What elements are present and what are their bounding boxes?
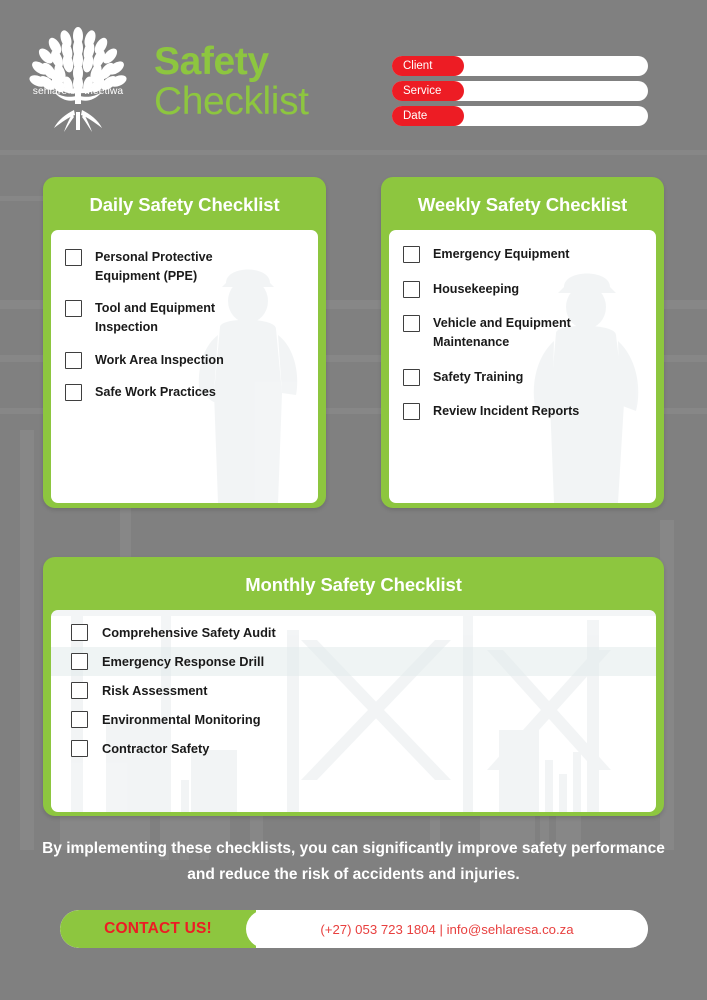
- list-item[interactable]: [51, 676, 656, 705]
- daily-checklist-body: [51, 230, 318, 503]
- meta-row-service: [392, 81, 650, 101]
- monthly-checklist-body: [51, 610, 656, 812]
- list-item[interactable]: [403, 245, 642, 264]
- list-item[interactable]: [51, 705, 656, 734]
- list-item-label: Housekeeping: [433, 281, 520, 296]
- checkbox-icon[interactable]: [65, 384, 82, 401]
- weekly-checklist-card: [381, 177, 664, 508]
- checkbox-icon[interactable]: [65, 249, 82, 266]
- weekly-checklist-title: Weekly Safety Checklist: [417, 194, 628, 215]
- list-item[interactable]: [403, 402, 642, 421]
- list-item-label: Vehicle and Equipment Maintenance: [433, 316, 571, 349]
- page-title: [154, 40, 309, 123]
- checkbox-icon[interactable]: [71, 740, 88, 757]
- daily-checklist-items: [51, 230, 318, 402]
- list-item[interactable]: [51, 647, 656, 676]
- page-header: [0, 0, 707, 160]
- list-item-label: Work Area Inspection: [95, 352, 224, 367]
- list-item-label: Personal Protective Equipment (PPE): [95, 250, 213, 283]
- list-item-label: Emergency Response Drill: [102, 653, 265, 669]
- logo-tagline: sehlare sa meetlwa: [32, 86, 124, 97]
- daily-checklist-title: Daily Safety Checklist: [89, 194, 280, 215]
- list-item[interactable]: [65, 299, 304, 336]
- list-item-label: Emergency Equipment: [433, 247, 570, 261]
- list-item-label: Review Incident Reports: [433, 404, 580, 419]
- checkbox-icon[interactable]: [403, 403, 420, 420]
- checkbox-icon[interactable]: [71, 624, 88, 641]
- footer-note: By implementing these checklists, you can significantly improve safety performance and reduce the risk of accidents and injuries.: [42, 840, 665, 883]
- checkbox-icon[interactable]: [403, 246, 420, 263]
- page-title-line1: Safety: [154, 40, 269, 84]
- list-item-label: Safety Training: [433, 369, 524, 384]
- checkbox-icon[interactable]: [65, 300, 82, 317]
- checkbox-icon[interactable]: [71, 682, 88, 699]
- tree-logo-icon: [14, 26, 142, 138]
- list-item-label: Risk Assessment: [102, 682, 208, 698]
- daily-checklist-card: [43, 177, 326, 508]
- date-label: Date: [392, 106, 464, 126]
- brand-block: [14, 26, 314, 138]
- list-item-label: Comprehensive Safety Audit: [102, 624, 276, 640]
- meta-row-client: [392, 56, 650, 76]
- client-label: Client: [392, 56, 464, 76]
- checkbox-icon[interactable]: [403, 369, 420, 386]
- list-item[interactable]: [51, 618, 656, 647]
- weekly-checklist-body: [389, 230, 656, 503]
- checkbox-icon[interactable]: [65, 352, 82, 369]
- checkbox-icon[interactable]: [71, 711, 88, 728]
- contact-details[interactable]: (+27) 053 723 1804 | info@sehlaresa.co.za: [246, 910, 648, 948]
- list-item-label: Environmental Monitoring: [102, 711, 261, 727]
- list-item[interactable]: [403, 368, 642, 387]
- meta-row-date: [392, 106, 650, 126]
- checkbox-icon[interactable]: [403, 281, 420, 298]
- list-item[interactable]: [51, 734, 656, 763]
- list-item[interactable]: [403, 280, 642, 299]
- service-label: Service: [392, 81, 464, 101]
- monthly-checklist-items: [51, 610, 656, 763]
- list-item[interactable]: [65, 351, 304, 370]
- page-title-line2: Checklist: [154, 80, 309, 123]
- monthly-checklist-card: [43, 557, 664, 816]
- list-item-label: Safe Work Practices: [95, 385, 216, 400]
- contact-bar: [60, 910, 648, 948]
- list-item-label: Contractor Safety: [102, 740, 210, 756]
- monthly-checklist-title: Monthly Safety Checklist: [245, 574, 462, 595]
- checkbox-icon[interactable]: [403, 315, 420, 332]
- weekly-checklist-items: [389, 230, 656, 421]
- list-item[interactable]: [403, 314, 642, 351]
- list-item[interactable]: [65, 248, 304, 285]
- contact-us-button[interactable]: CONTACT US!: [60, 910, 256, 948]
- list-item-label: Tool and Equipment Inspection: [95, 301, 216, 334]
- meta-fields-group: [392, 56, 650, 131]
- checkbox-icon[interactable]: [71, 653, 88, 670]
- list-item[interactable]: [65, 383, 304, 402]
